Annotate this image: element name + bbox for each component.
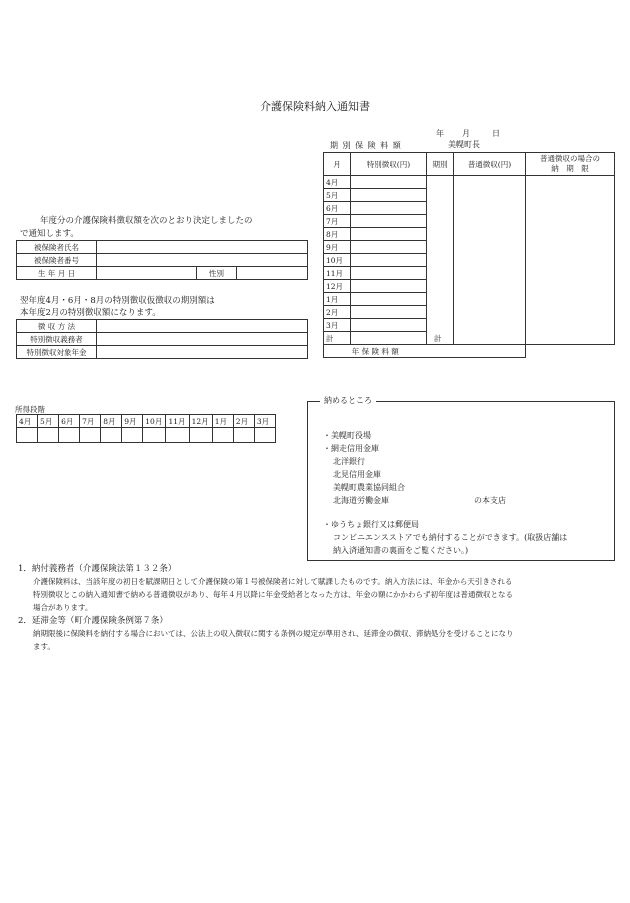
month-cell: 7月 (324, 215, 351, 228)
method-label: 徴 収 方 法 (17, 320, 97, 333)
note-line-1: 翌年度4月・6月・8月の特別徴収仮徴収の期別額は (20, 296, 215, 306)
month-cell: 12月 (324, 280, 351, 293)
month-cell: 9月 (324, 241, 351, 254)
income-label: 所得段階 (15, 405, 45, 414)
insured-table (16, 240, 308, 280)
year-label: 年 (436, 129, 444, 138)
bank-labour: 北海道労働金庫 (333, 496, 389, 505)
month-cell: 10月 (324, 254, 351, 267)
payment-place-town-office: ・美幌町役場 (323, 431, 371, 440)
bank-ja: 美幌町農業協同組合 (333, 483, 405, 492)
income-month: 5月 (38, 415, 59, 428)
sex-label: 性別 (197, 267, 237, 280)
section1-heading: 1．納付義務者（介護保険法第１３２条） (18, 564, 177, 574)
month-cell: 11月 (324, 267, 351, 280)
section1-body (33, 575, 611, 614)
payment-place-yucho: ・ゆうちょ銀行又は郵便局 (323, 520, 419, 529)
pension-label: 特別徴収対象年金 (17, 346, 97, 359)
convenience-note: コンビニエンスストアでも納付することができます。(取扱店舗は (333, 533, 568, 542)
table-row (324, 176, 615, 189)
section1-line3: 場合があります。 (33, 603, 93, 612)
month-header: 月 (324, 153, 351, 176)
insured-number-value (97, 254, 308, 267)
insured-name-value (97, 241, 308, 254)
payment-legend: 納めるところ (320, 395, 376, 406)
month-cell: 3月 (324, 319, 351, 332)
normal-header: 普通徴収(円) (454, 153, 526, 176)
month-cell: 1月 (324, 293, 351, 306)
section2-line2: ます。 (33, 642, 55, 651)
month-cell: 4月 (324, 176, 351, 189)
income-month: 4月 (17, 415, 38, 428)
income-month: 6月 (59, 415, 80, 428)
month-cell: 6月 (324, 202, 351, 215)
insured-name-label: 被保険者氏名 (17, 241, 97, 254)
month-cell: 8月 (324, 228, 351, 241)
total-normal-label: 計 (434, 334, 442, 343)
birth-label: 生 年 月 日 (17, 267, 97, 280)
income-month: 7月 (80, 415, 101, 428)
section2-line1: 納期限後に保険料を納付する場合においては、公法上の収入徴収に関する条例の規定が準用され、延滞金の徴収、滞納処分を受けることになり (33, 629, 514, 638)
bank-hokuyo: 北洋銀行 (333, 457, 365, 466)
intro-line-1: 年度分の介護保険料徴収額を次のとおり決定しましたの (40, 216, 253, 226)
section2-heading: 2．延滞金等（町介護保険条例第７条） (18, 616, 168, 626)
period-total-label: 期 別 保 険 料 額 (330, 141, 402, 150)
deadline-header-line2: 納 期 限 (551, 164, 589, 173)
deadline-header (526, 153, 615, 176)
total-cell: 計 (324, 332, 351, 345)
income-month: 3月 (254, 415, 275, 428)
special-header: 特別徴収(円) (351, 153, 427, 176)
income-table (16, 414, 276, 443)
table-row (324, 345, 615, 358)
income-month: 9月 (122, 415, 143, 428)
section2-body (33, 627, 611, 653)
period-header: 期別 (427, 153, 454, 176)
note-line-2: 本年度2月の特別徴収額になります。 (20, 308, 161, 318)
document-title: 介護保険料納入通知書 (260, 100, 370, 113)
section1-line2: 特別徴収とこの納入通知書で納める普通徴収があり、毎年４月以降に年金受給者となった方は、年金の額にかかわらず初年度は普通徴収となる (33, 590, 513, 599)
collection-table (16, 319, 308, 359)
day-label: 日 (492, 129, 500, 138)
income-month: 10月 (143, 415, 166, 428)
month-label: 月 (462, 129, 470, 138)
convenience-note-2: 納入済通知書の裏面をご覧ください。) (333, 546, 469, 555)
obligor-label: 特別徴収義務者 (17, 333, 97, 346)
income-month: 8月 (101, 415, 122, 428)
income-month: 2月 (233, 415, 254, 428)
income-month: 1月 (212, 415, 233, 428)
insured-number-label: 被保険者番号 (17, 254, 97, 267)
bank-kitami: 北見信用金庫 (333, 470, 381, 479)
income-month: 12月 (189, 415, 212, 428)
intro-line-2: で通知します。 (20, 229, 79, 239)
branch-note: の本支店 (474, 496, 506, 505)
payment-place-credit: ・網走信用金庫 (323, 444, 379, 453)
issuer: 美幌町長 (448, 140, 480, 149)
income-month: 11月 (166, 415, 189, 428)
month-cell: 2月 (324, 306, 351, 319)
month-cell: 5月 (324, 189, 351, 202)
deadline-header-line1: 普通徴収の場合の (540, 154, 600, 163)
annual-label: 年 保 険 料 額 (324, 345, 427, 358)
schedule-table (323, 152, 615, 358)
section1-line1: 介護保険料は、当該年度の初日を賦課期日として介護保険の第１号被保険者に対して賦課したものです。納入方法には、年金から天引きされる (33, 577, 513, 586)
